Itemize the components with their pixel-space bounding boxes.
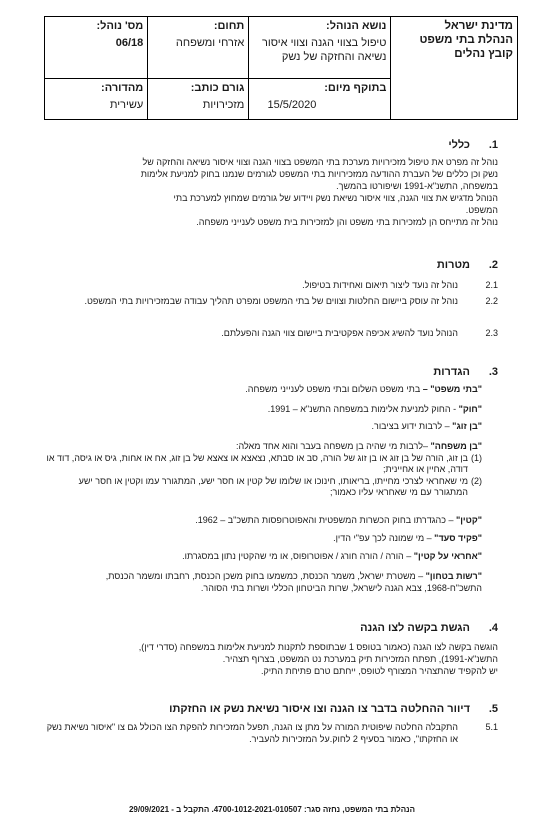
section-1-line-1: נוהל זה מפרט את טיפול מזכירויות מערכת בתי המשפט בצווי הגנה וצווי איסור נשיאה והחזקה של [142, 157, 498, 167]
org-line-3: קובץ נהלים [454, 48, 513, 60]
definition-text: - החוק למניעת אלימות במשפחה התשנ"א – 1991. [267, 404, 459, 414]
field-cell [148, 17, 249, 79]
definition-term: "בן משפחה" [430, 441, 482, 451]
item-text: נוהל זה נועד ליצור תיאום ואחידות בטיפול. [302, 280, 458, 290]
definition-text: – משטרת ישראל, משמר הכנסת, כמשמעו בחוק משכן הכנסת, רחבתו ומשמר הכנסת, התשכ"ח-1968, צבא הגנה לישראל, שרות הביטחון הכללי ושרות בתי הסוהר. [105, 571, 482, 593]
item-number: 2.1 [485, 280, 498, 290]
definition-term: "בתי משפט" – [422, 384, 482, 394]
sub-item-text: מי שאחראי לצרכי מחייתו, בריאותו, חינוכו או שלומו של קטין או חסר ישע, המתגורר עמו וקטין או חסר ישע המתגורר עם מי שאחראי עליו כאמור; [78, 475, 468, 497]
section-2-item [46, 328, 498, 340]
section-3-heading [433, 366, 498, 378]
definition-security-authority [46, 571, 482, 594]
section-1-heading [448, 139, 498, 151]
procedure-number-label: מס' נוהל: [96, 20, 144, 32]
field-label: תחום: [213, 20, 245, 32]
section-1-body [46, 156, 498, 228]
sub-item-number: (2) [470, 475, 482, 486]
subject-cell [249, 17, 391, 79]
definition-welfare-officer [46, 533, 482, 545]
section-4-number: 4. [488, 622, 498, 634]
effective-date-cell [249, 79, 391, 120]
org-line-2: הנהלת בתי משפט [419, 34, 513, 46]
field-value: אזרחי ומשפחה [175, 37, 245, 49]
section-4-line-3: יש להקפיד שהתצהיר המצורף לטופס, ייחתם טרם פתיחת התיק. [260, 666, 498, 676]
section-5-number: 5. [488, 703, 498, 715]
section-5-heading [169, 703, 498, 715]
definition-text: – מי שמונה לכך עפ"י הדין. [333, 533, 435, 543]
definition-text: – הורה / הורה חורג / אפוטרופוס, או מי שהקטין נתון במסגרתו. [182, 551, 414, 561]
item-text: נוהל זה עוסק ביישום החלטות וצווים של בתי המשפט ומפרט תהליך עבודה שבמזכירויות בתי המשפט. [84, 296, 458, 306]
definition-sub-item [46, 453, 482, 476]
item-text: התקבלה החלטה שיפוטית המורה על מתן צו הגנה, תפעל המזכירות להפקת הצו הכולל גם צו "איסור נשיאת נשק או החזקתו", כאמור בסעיף 2 לחוק.על המזכירות להעביר. [46, 722, 458, 744]
definition-responsible-for-minor [46, 551, 482, 563]
item-text: הנוהל נועד להשיג אכיפה אפקטיבית ביישום צווי הגנה והפעלתם. [221, 328, 458, 338]
definition-text: – כהגדרתו בחוק הכשרות המשפטית והאפוטרופסות התשכ"ב – 1962. [195, 515, 456, 525]
section-4-body [46, 641, 498, 677]
section-2-heading [437, 259, 498, 271]
item-number: 5.1 [485, 722, 498, 732]
section-4-line-2: התשנ"א-1991), תפתח המזכירות תיק במערכת נט המשפט, בצרוף תצהיר. [222, 654, 498, 664]
section-1-line-3: במשפחה, התשנ"א-1991 ושיפורטו בהמשך. [336, 181, 498, 191]
section-1-line-4: הנוהל מדגיש את צווי הגנה, צווי איסור נשיאת נשק ויידוע של גורמים שמחוץ למערכת בתי [173, 193, 498, 203]
procedure-header-table [44, 16, 518, 120]
subject-label: נושא הנוהל: [326, 20, 387, 32]
section-2-item [46, 296, 498, 308]
document-footer: הנהלת בתי המשפט, נחזה סגר: 4700-1012-2021-010507. התקבל ב - 29/09/2021 [128, 805, 416, 814]
section-4-line-1: הוגשה בקשה לצו הגנה (כאמור בטופס 1 שבתוספת לתקנות למניעת אלימות במשפחה (סדרי דין), [138, 642, 498, 652]
definition-spouse [46, 421, 482, 433]
effective-date-value: 15/5/2020 [267, 99, 317, 111]
definition-term: "פקיד סעד" [434, 533, 482, 543]
section-1-line-6: נוהל זה מתייחס הן למזכירות בתי משפט והן למזכירות בית משפט לענייני משפחה. [196, 217, 498, 227]
definition-law [46, 404, 482, 416]
section-4-title: הגשת בקשה לצו הגנה [360, 622, 470, 634]
item-number: 2.3 [485, 328, 498, 338]
author-label: גורם כותב: [190, 82, 245, 94]
procedure-number-cell [45, 17, 148, 79]
definition-sub-item [46, 476, 482, 499]
author-value: מזכירויות [202, 99, 245, 111]
section-1-title: כללי [448, 139, 470, 151]
edition-label: מהדורה: [101, 82, 144, 94]
section-2-title: מטרות [436, 259, 470, 271]
effective-date-label: בתוקף מיום: [324, 82, 387, 94]
section-1-line-2: נשק וכן כללים של העברת ההודעה ממזכירויות בתי המשפט לגורמים שנמנו בחוק למניעת אלימות [140, 169, 498, 179]
definition-term: "רשות בטחון" [425, 571, 482, 581]
definition-family-member [46, 441, 482, 499]
edition-value: עשירית [109, 99, 144, 111]
section-2-item [46, 280, 498, 292]
definition-text: – לרבות ידוע בציבור. [371, 421, 453, 431]
item-number: 2.2 [485, 296, 498, 306]
section-1-number: 1. [488, 139, 498, 151]
definition-term: "חוק" [458, 404, 482, 414]
author-cell [148, 79, 249, 120]
definition-term: "בן זוג" [452, 421, 482, 431]
section-3-number: 3. [488, 366, 498, 378]
definition-term: "קטין" [455, 515, 482, 525]
sub-item-number: (1) [470, 452, 482, 463]
definition-text: בתי משפט השלום ובתי משפט לענייני משפחה. [245, 384, 423, 394]
section-1-line-5: המשפט. [465, 205, 498, 215]
definition-minor [46, 515, 482, 527]
subject-value-line-2: נשיאה והחזקה של נשק [281, 51, 387, 63]
edition-cell [45, 79, 148, 120]
organization-cell [391, 17, 518, 120]
definition-courts [46, 384, 482, 396]
procedure-number-value: 06/18 [115, 37, 144, 49]
subject-value-line-1: טיפול בצווי הגנה וצווי איסור [262, 37, 387, 49]
section-3-title: הגדרות [433, 366, 470, 378]
org-line-1: מדינת ישראל [444, 20, 513, 32]
section-4-heading [360, 622, 498, 634]
section-5-title: דיוור ההחלטה בדבר צו הגנה וצו איסור נשיאת נשק או החזקתו [169, 703, 470, 715]
section-2-number: 2. [488, 259, 498, 271]
section-5-item [46, 722, 498, 745]
sub-item-text: בן זוג, הורה של בן זוג או בן זוג של הורה, סב או סבתא, נצאצא או צאצא של בן זוג, אח או אחות, גיס או גיסה, דוד או דודה, אחיין או אחיינית; [46, 452, 468, 474]
definition-text: –לרבות מי שהיה בן משפחה בעבר והוא אחד מאלה: [235, 441, 431, 451]
definition-term: "אחראי על קטין" [413, 551, 482, 561]
